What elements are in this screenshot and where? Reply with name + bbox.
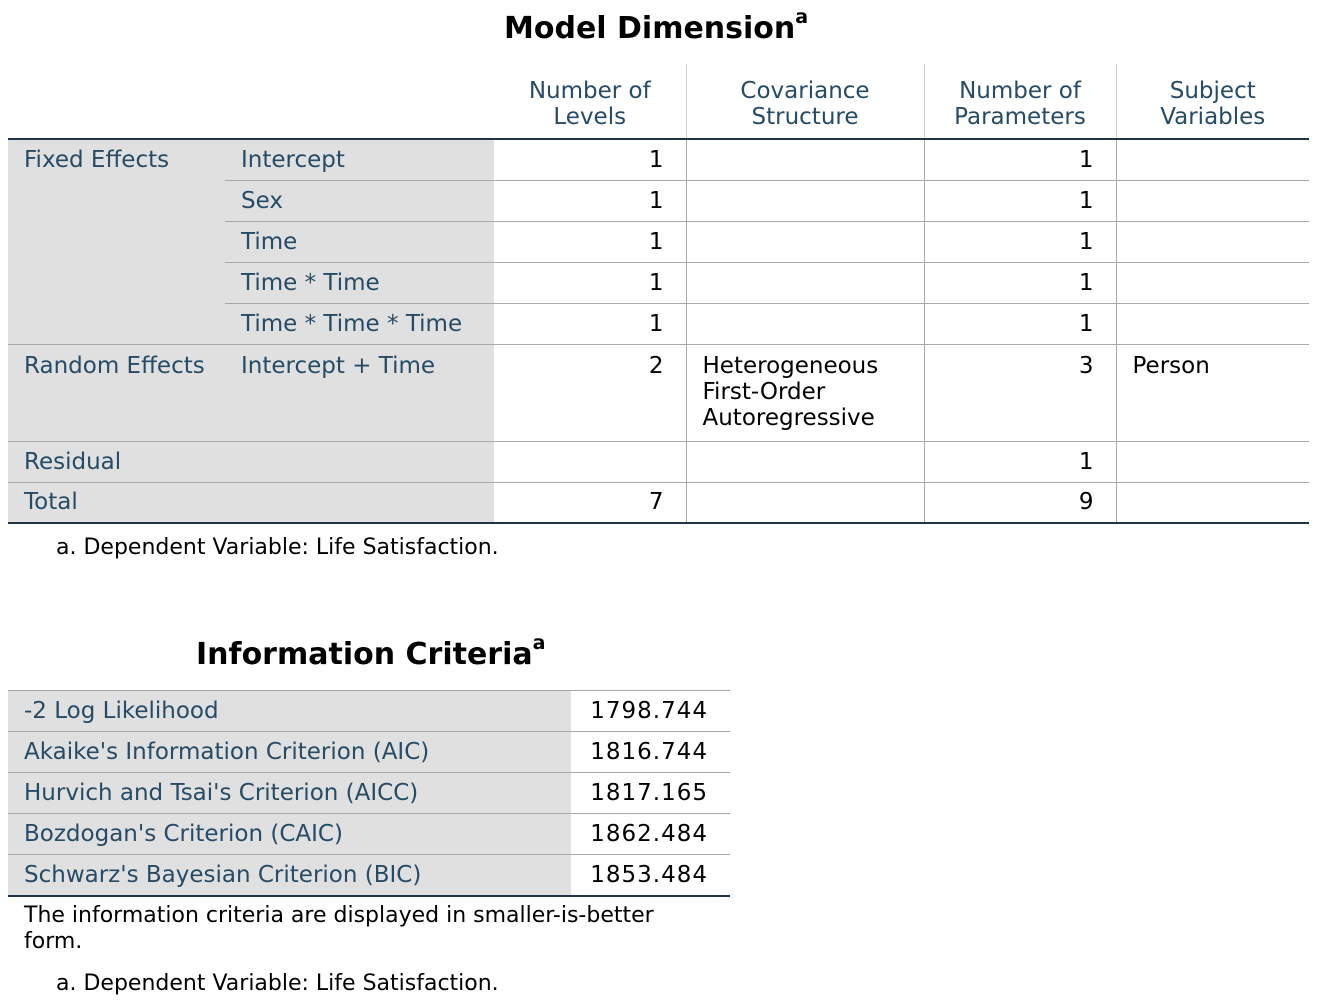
header-line: Covariance (740, 78, 870, 104)
subject-cell (1116, 221, 1309, 262)
row-effect-label: Intercept (225, 139, 494, 180)
params-cell: 1 (924, 139, 1116, 180)
table-row (8, 814, 730, 855)
subject-cell (1116, 482, 1309, 523)
row-group-label (8, 303, 225, 344)
table-row (8, 482, 1309, 523)
params-cell: 1 (924, 180, 1116, 221)
covariance-cell (686, 180, 924, 221)
criterion-label: Bozdogan's Criterion (CAIC) (8, 814, 571, 855)
row-effect-label: Time * Time * Time (225, 303, 494, 344)
table-row (8, 180, 1309, 221)
subject-cell (1116, 139, 1309, 180)
row-group-label (8, 221, 225, 262)
criterion-value: 1862.484 (571, 814, 730, 855)
footnote-marker: a (532, 632, 546, 654)
table-row (8, 139, 1309, 180)
information-criteria-note (24, 903, 654, 955)
table-row (8, 262, 1309, 303)
subject-cell (1116, 441, 1309, 482)
criterion-value: 1816.744 (571, 732, 730, 773)
table-row (8, 691, 730, 732)
model-dimension-title-text: Model Dimension (504, 11, 796, 46)
row-effect-label: Time * Time (225, 262, 494, 303)
criterion-value: 1817.165 (571, 773, 730, 814)
header-blank (8, 64, 494, 139)
table-row (8, 344, 1309, 441)
levels-cell: 2 (494, 344, 686, 441)
params-cell: 1 (924, 441, 1116, 482)
covariance-cell (686, 482, 924, 523)
row-group-label: Fixed Effects (8, 139, 225, 180)
covariance-cell (686, 344, 924, 441)
levels-cell: 1 (494, 180, 686, 221)
params-cell: 1 (924, 303, 1116, 344)
header-line: Parameters (954, 104, 1086, 130)
table-row (8, 773, 730, 814)
subject-cell (1116, 180, 1309, 221)
header-line: Structure (751, 104, 859, 130)
information-criteria-title-text: Information Criteria (196, 637, 533, 672)
covariance-cell (686, 262, 924, 303)
information-criteria-title (196, 632, 546, 672)
params-cell: 1 (924, 262, 1116, 303)
table-row (8, 441, 1309, 482)
params-cell: 1 (924, 221, 1116, 262)
header-covariance-structure (686, 64, 924, 139)
covariance-cell (686, 441, 924, 482)
header-line: Levels (553, 104, 627, 130)
information-criteria-footnote: a. Dependent Variable: Life Satisfaction. (56, 971, 499, 996)
covariance-cell (686, 139, 924, 180)
model-dimension-table (8, 64, 1309, 524)
levels-cell: 1 (494, 221, 686, 262)
levels-cell: 7 (494, 482, 686, 523)
header-line: Number of (959, 78, 1081, 104)
params-cell: 9 (924, 482, 1116, 523)
criterion-label: -2 Log Likelihood (8, 691, 571, 732)
header-subject-variables (1116, 64, 1309, 139)
row-effect-label: Intercept + Time (225, 344, 494, 441)
criterion-label: Akaike's Information Criterion (AIC) (8, 732, 571, 773)
criterion-label: Schwarz's Bayesian Criterion (BIC) (8, 855, 571, 896)
row-group-label (8, 262, 225, 303)
header-number-of-levels (494, 64, 686, 139)
covariance-cell (686, 303, 924, 344)
subject-cell (1116, 262, 1309, 303)
covariance-cell (686, 221, 924, 262)
header-line: Number of (528, 78, 651, 104)
table-row (8, 855, 730, 896)
table-row (8, 303, 1309, 344)
information-criteria-table (8, 690, 730, 897)
header-row (8, 64, 1309, 139)
subject-cell (1116, 303, 1309, 344)
header-line: Variables (1160, 104, 1266, 130)
model-dimension-footnote: a. Dependent Variable: Life Satisfaction. (56, 535, 499, 560)
row-group-label: Random Effects (8, 344, 225, 441)
table-row (8, 221, 1309, 262)
table-row (8, 732, 730, 773)
footnote-marker: a (795, 6, 809, 28)
covariance-line: Heterogeneous (702, 352, 879, 379)
criterion-value: 1853.484 (571, 855, 730, 896)
subject-cell: Person (1116, 344, 1309, 441)
levels-cell (494, 441, 686, 482)
levels-cell: 1 (494, 303, 686, 344)
model-dimension-title (504, 6, 809, 46)
header-line: Subject (1169, 78, 1256, 104)
note-line: The information criteria are displayed in smaller-is-better (24, 903, 654, 928)
row-group-label: Total (8, 482, 494, 523)
row-effect-label: Sex (225, 180, 494, 221)
note-line: form. (24, 929, 83, 954)
header-number-of-parameters (924, 64, 1116, 139)
row-effect-label: Time (225, 221, 494, 262)
row-group-label: Residual (8, 441, 494, 482)
row-group-label (8, 180, 225, 221)
criterion-value: 1798.744 (571, 691, 730, 732)
criterion-label: Hurvich and Tsai's Criterion (AICC) (8, 773, 571, 814)
covariance-line: Autoregressive (702, 404, 875, 431)
levels-cell: 1 (494, 139, 686, 180)
covariance-line: First-Order (702, 378, 826, 405)
levels-cell: 1 (494, 262, 686, 303)
params-cell: 3 (924, 344, 1116, 441)
